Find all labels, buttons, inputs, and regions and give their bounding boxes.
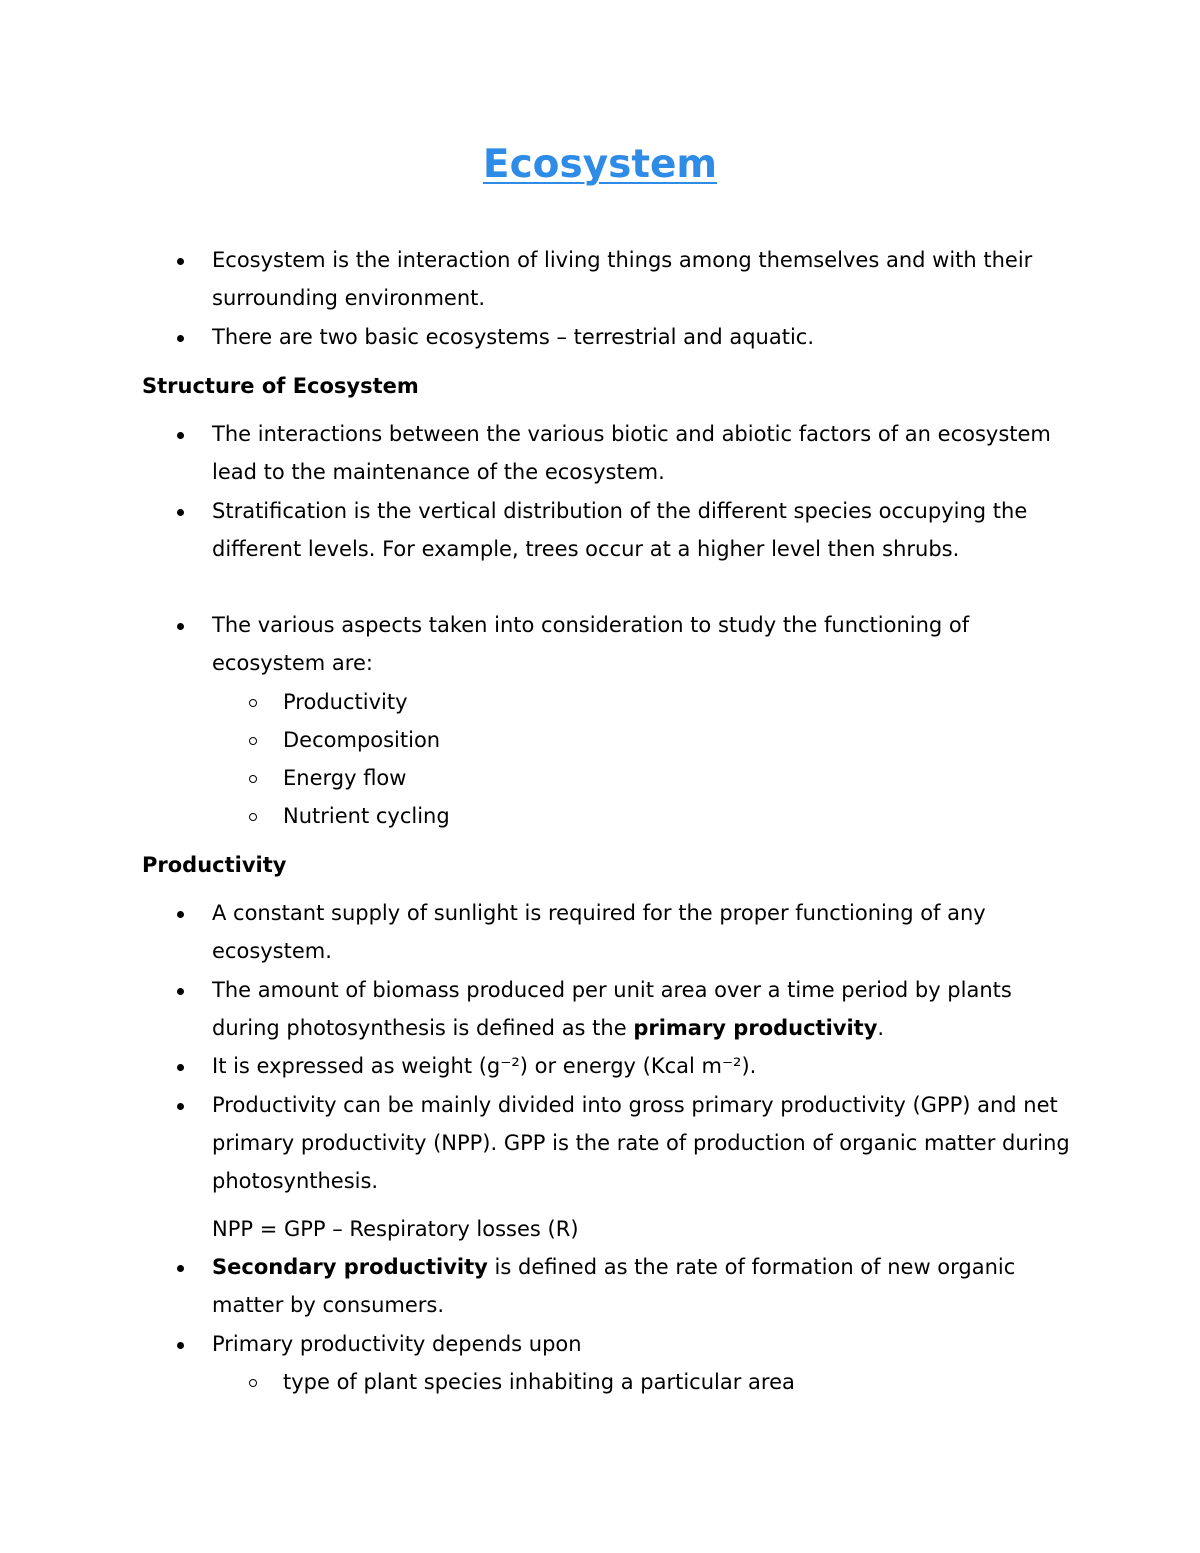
text-run: The amount of biomass produced per unit area over a time period by plants during photosynthesis is defined as the	[212, 978, 1012, 1041]
text-run: .	[877, 1016, 885, 1041]
bold-term: primary productivity	[633, 1016, 878, 1041]
sub-list-item: Nutrient cycling	[283, 797, 1083, 835]
sub-list-item: Decomposition	[283, 721, 1083, 759]
page-title: Ecosystem	[482, 142, 718, 187]
list-item: The interactions between the various biotic and abiotic factors of an ecosystem lead to the maintenance of the ecosystem.	[212, 415, 1072, 491]
section-heading-structure: Structure of Ecosystem	[142, 374, 419, 398]
list-item: Productivity can be mainly divided into gross primary productivity (GPP) and net primary productivity (NPP). GPP is the rate of production of organic matter during photosynthesis.	[212, 1086, 1072, 1201]
list-item: There are two basic ecosystems – terrestrial and aquatic.	[212, 318, 1072, 356]
list-item: It is expressed as weight (g⁻²) or energy (Kcal m⁻²).	[212, 1047, 1072, 1085]
list-item: A constant supply of sunlight is required for the proper functioning of any ecosystem.	[212, 894, 1072, 970]
list-item	[212, 1248, 1072, 1324]
text-run: is defined as the rate of formation of new organic matter by consumers.	[212, 1255, 1016, 1318]
list-item: Ecosystem is the interaction of living things among themselves and with their surrounding environment.	[212, 241, 1072, 317]
bold-term: Secondary productivity	[212, 1255, 488, 1279]
sub-list-item: Productivity	[283, 683, 1083, 721]
list-item: Primary productivity depends upon	[212, 1325, 1072, 1363]
sub-list-item: Energy flow	[283, 759, 1083, 797]
list-item: The various aspects taken into consideration to study the functioning of ecosystem are:	[212, 606, 1072, 682]
equation: NPP = GPP – Respiratory losses (R)	[212, 1217, 579, 1241]
list-item	[212, 971, 1072, 1047]
sub-list-item: type of plant species inhabiting a particular area	[283, 1363, 1083, 1401]
list-item: Stratification is the vertical distribution of the different species occupying the different levels. For example, trees occur at a higher level then shrubs.	[212, 492, 1072, 568]
section-heading-productivity: Productivity	[142, 853, 287, 877]
